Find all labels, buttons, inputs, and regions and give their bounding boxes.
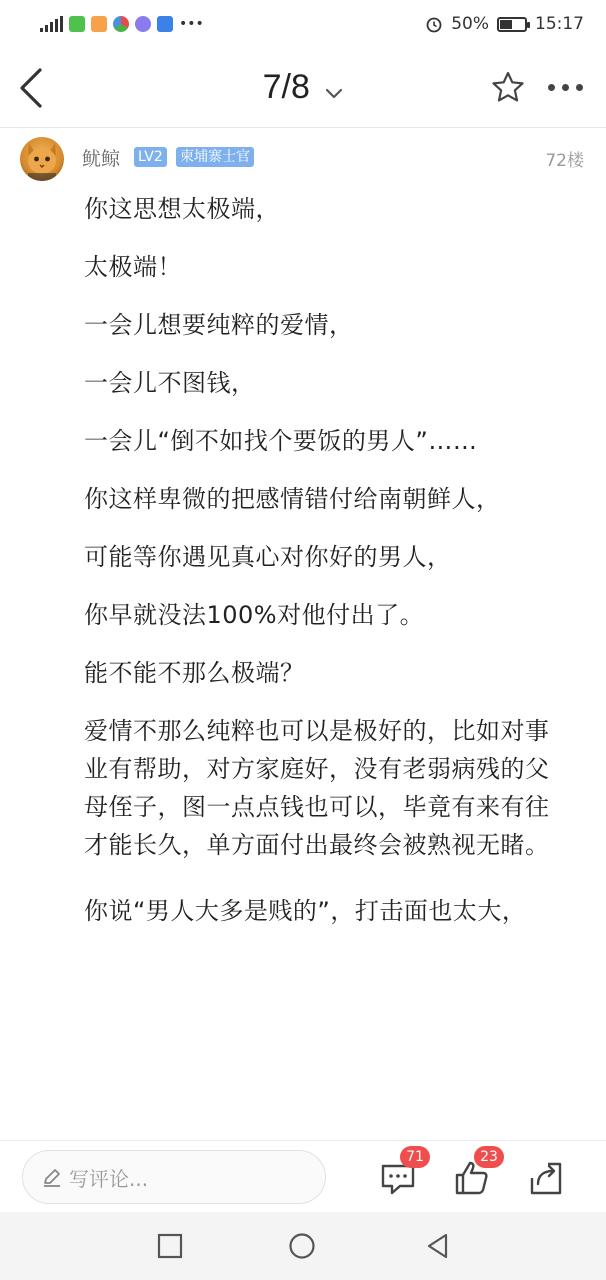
system-nav-bar: [0, 1212, 606, 1280]
top-nav-bar: [0, 48, 606, 128]
post-paragraph: 一会儿不图钱，: [84, 369, 256, 397]
recents-icon[interactable]: [156, 1232, 184, 1260]
comment-count-badge: 71: [400, 1146, 430, 1168]
battery-icon: [497, 17, 527, 32]
post-content: [84, 190, 554, 950]
battery-percent: 50%: [451, 14, 489, 34]
floor-number: 72楼: [545, 151, 584, 171]
bottom-action-bar: [0, 1140, 606, 1212]
share-button[interactable]: [526, 1158, 566, 1198]
username[interactable]: 鱿鲸: [82, 148, 121, 170]
level-badge: LV2: [134, 147, 167, 167]
comment-placeholder: 写评论...: [69, 1166, 149, 1191]
browser-app-icon: [113, 16, 129, 32]
title-badge: 柬埔寨士官: [176, 147, 254, 167]
page-indicator-text: 7/8: [262, 68, 310, 106]
chevron-down-icon: [325, 70, 343, 109]
status-right: [425, 14, 584, 34]
clock: 15:17: [535, 14, 584, 34]
comments-button[interactable]: [378, 1149, 424, 1198]
wechat-app-icon: [69, 16, 85, 32]
orange-app-icon: [91, 16, 107, 32]
message-app-icon: [135, 16, 151, 32]
comment-input[interactable]: [22, 1150, 326, 1204]
home-icon[interactable]: [288, 1232, 316, 1260]
status-bar: [0, 0, 606, 48]
post-paragraph: 你这思想太极端，: [84, 195, 280, 223]
share-icon: [526, 1158, 566, 1198]
maimai-app-icon: [157, 16, 173, 32]
signal-icon: [40, 16, 63, 32]
alarm-icon: [425, 15, 443, 33]
system-back-icon[interactable]: [424, 1232, 452, 1260]
post-paragraph: 一会儿想要纯粹的爱情，: [84, 311, 354, 339]
like-button[interactable]: [452, 1149, 498, 1198]
post-paragraph: 能不能不那么极端？: [84, 659, 305, 687]
star-icon[interactable]: [490, 70, 526, 106]
post-paragraph: 一会儿“倒不如找个要饭的男人”……: [84, 427, 478, 455]
post-paragraph: 可能等你遇见真心对你好的男人，: [84, 543, 452, 571]
pencil-icon: [41, 1166, 63, 1188]
more-notifications-icon: •••: [179, 16, 204, 32]
avatar[interactable]: [20, 137, 64, 181]
post-paragraph: 爱情不那么纯粹也可以是极好的，比如对事业有帮助，对方家庭好，没有老弱病残的父母侄子，图一点点钱也可以，毕竟有来有往才能长久，单方面付出最终会被熟视无睹。: [84, 717, 550, 859]
like-count-badge: 23: [474, 1146, 504, 1168]
status-left: [40, 16, 425, 32]
post-paragraph: 你说“男人大多是贱的”，打击面也太大，: [84, 897, 527, 925]
post-paragraph: 你早就没法100%对他付出了。: [84, 601, 425, 629]
post-paragraph: 太极端！: [84, 253, 182, 281]
post-paragraph: 你这样卑微的把感情错付给南朝鲜人，: [84, 485, 501, 513]
more-icon[interactable]: [548, 84, 583, 91]
cat-avatar-icon: [20, 137, 64, 181]
